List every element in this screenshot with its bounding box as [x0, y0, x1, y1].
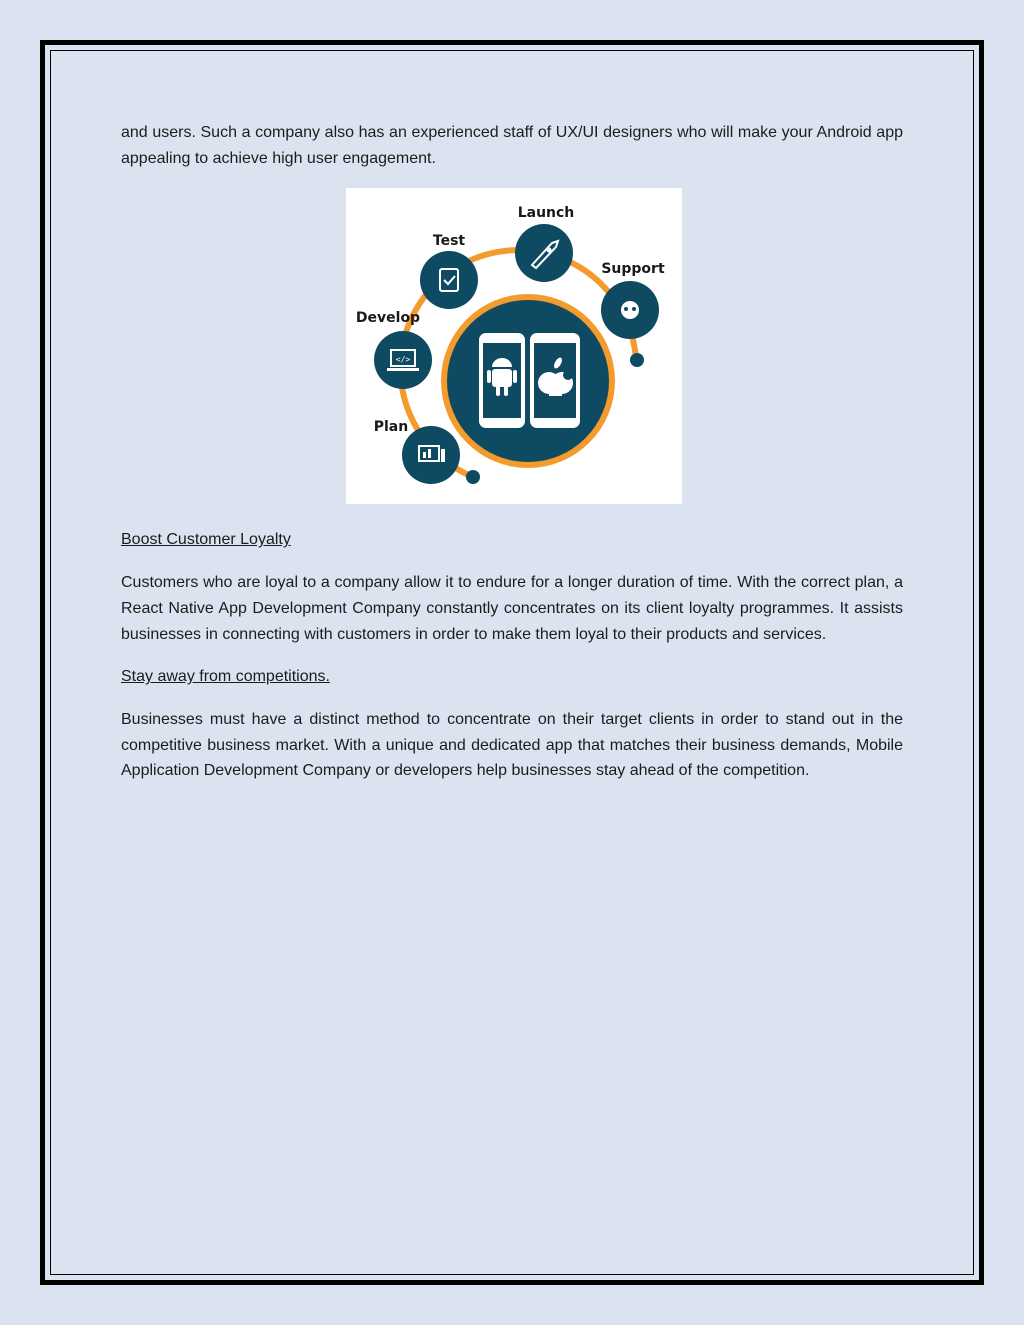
app-lifecycle-diagram [346, 188, 682, 504]
arc-end-dot-bottom [466, 470, 480, 484]
document-content [121, 120, 903, 801]
support-label: Support [601, 261, 665, 278]
section-heading-competition: Stay away from competitions. [121, 668, 330, 686]
apple-phone-icon [530, 333, 580, 428]
plan-node [402, 426, 460, 484]
svg-text:</>: </> [395, 355, 411, 365]
support-node [601, 281, 659, 339]
intro-paragraph: and users. Such a company also has an experienced staff of UX/UI designers who will make your Android app appealing to achieve high user engagement. [121, 124, 903, 167]
arc-end-dot-right [630, 353, 644, 367]
section-body-competition: Businesses must have a distinct method to concentrate on their target clients in order to stand out in the competitive business market. With a unique and dedicated app that matches their business demands, Mobile Application Development Company or developers help businesses stay ahead of the competition. [121, 710, 903, 780]
android-phone-icon [479, 333, 525, 428]
test-label: Test [432, 233, 466, 250]
launch-node [515, 224, 573, 282]
develop-node [374, 331, 432, 389]
center-disc [447, 300, 609, 462]
diagram-svg [346, 188, 682, 504]
develop-label: Develop [355, 310, 421, 327]
launch-label: Launch [517, 205, 575, 222]
test-node [420, 251, 478, 309]
section-body-loyalty: Customers who are loyal to a company allow it to endure for a longer duration of time. With the correct plan, a React Native App Development Company constantly concentrates on its client loyalty programmes. It assists businesses in connecting with customers in order to make them loyal to their products and services. [121, 574, 903, 643]
plan-label: Plan [373, 419, 409, 436]
section-heading-loyalty: Boost Customer Loyalty [121, 531, 291, 549]
